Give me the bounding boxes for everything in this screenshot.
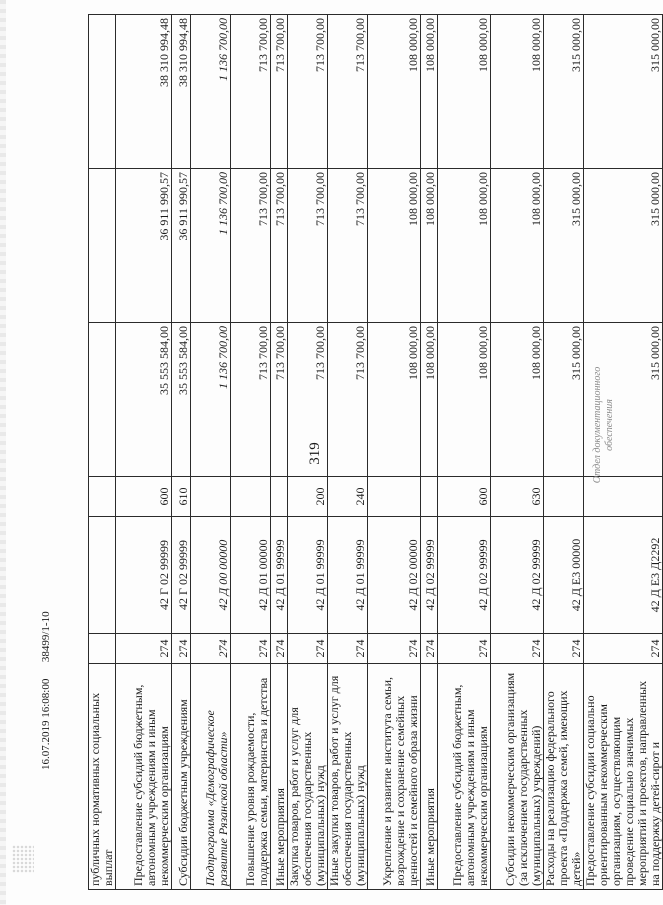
row-csr-cell bbox=[89, 517, 116, 634]
row-amount-2020-cell: 315 000,00 bbox=[584, 169, 663, 323]
row-csr-cell: 42 Д 01 99999 bbox=[288, 517, 328, 634]
row-amount-2019-cell: 713 700,00 bbox=[231, 323, 271, 477]
row-amount-2020-cell: 108 000,00 bbox=[438, 169, 491, 323]
row-csr-cell: 42 Д 02 99999 bbox=[438, 517, 491, 634]
row-amount-2021-cell: 315 000,00 bbox=[544, 15, 584, 169]
row-amount-2019-cell: 35 553 584,00 bbox=[116, 323, 172, 477]
row-vr-cell: 630 bbox=[491, 477, 544, 517]
scan-artifact bbox=[12, 845, 34, 873]
row-amount-2021-cell: 38 310 994,48 bbox=[172, 15, 191, 169]
row-csr-cell: 42 Г 02 99999 bbox=[116, 517, 172, 634]
row-grbs-cell: 274 bbox=[288, 634, 328, 664]
row-amount-2020-cell: 713 700,00 bbox=[288, 169, 328, 323]
table-row bbox=[368, 15, 421, 890]
row-amount-2019-cell: 108 000,00 bbox=[421, 323, 438, 477]
table-row bbox=[271, 15, 288, 890]
row-amount-2020-cell: 36 911 990,57 bbox=[116, 169, 172, 323]
row-csr-cell: 42 Д 01 00000 bbox=[231, 517, 271, 634]
table-row bbox=[172, 15, 191, 890]
table-row bbox=[421, 15, 438, 890]
row-csr-cell: 42 Д 01 99999 bbox=[271, 517, 288, 634]
row-csr-cell: 42 Д 02 99999 bbox=[421, 517, 438, 634]
table-row bbox=[544, 15, 584, 890]
row-amount-2021-cell: 713 700,00 bbox=[328, 15, 368, 169]
scan-edge bbox=[0, 0, 6, 905]
row-grbs-cell: 274 bbox=[172, 634, 191, 664]
row-amount-2020-cell: 713 700,00 bbox=[271, 169, 288, 323]
footer-timestamp bbox=[40, 611, 52, 770]
row-csr-cell: 42 Г 02 99999 bbox=[172, 517, 191, 634]
row-name-cell: Закупка товаров, работ и услуг для обеспечения государственных (муниципальных) нужд bbox=[288, 664, 328, 890]
row-name-cell: Иные мероприятия bbox=[271, 664, 288, 890]
row-name-cell: Предоставление субсидии социально ориентированным некоммерческим организациям, осуществляющим проведение социально значимых мероприятий и проектов, направленных на поддержку детей-сирот и bbox=[584, 664, 663, 890]
row-grbs-cell bbox=[89, 634, 116, 664]
row-csr-cell: 42 Д 02 00000 bbox=[368, 517, 421, 634]
row-amount-2019-cell: 35 553 584,00 bbox=[172, 323, 191, 477]
row-amount-2021-cell: 713 700,00 bbox=[271, 15, 288, 169]
row-vr-cell bbox=[191, 477, 231, 517]
row-grbs-cell: 274 bbox=[368, 634, 421, 664]
budget-table bbox=[88, 14, 663, 890]
row-amount-2019-cell: 713 700,00 bbox=[288, 323, 328, 477]
row-amount-2020-cell: 108 000,00 bbox=[368, 169, 421, 323]
row-amount-2021-cell bbox=[89, 15, 116, 169]
row-amount-2020-cell: 713 700,00 bbox=[231, 169, 271, 323]
row-grbs-cell: 274 bbox=[231, 634, 271, 664]
row-amount-2019-cell: 108 000,00 bbox=[368, 323, 421, 477]
footer-date-time: 16.07.2019 16:08:00 bbox=[40, 678, 52, 770]
stamp-line-1: Отдел документационного bbox=[592, 366, 603, 484]
row-vr-cell: 610 bbox=[172, 477, 191, 517]
row-vr-cell: 600 bbox=[116, 477, 172, 517]
row-name-cell: Иные закупки товаров, работ и услуг для обеспечения государственных (муниципальных) нужд bbox=[328, 664, 368, 890]
row-amount-2020-cell: 36 911 990,57 bbox=[172, 169, 191, 323]
row-name-cell: Предоставление субсидий бюджетным, автономным учреждениям и иным некоммерческим организациям bbox=[116, 664, 172, 890]
row-grbs-cell: 274 bbox=[584, 634, 663, 664]
footer-doc-id: 38499/1-10 bbox=[40, 611, 52, 663]
row-vr-cell bbox=[368, 477, 421, 517]
row-amount-2021-cell: 108 000,00 bbox=[421, 15, 438, 169]
row-amount-2019-cell: 1 136 700,00 bbox=[191, 323, 231, 477]
table-row bbox=[89, 15, 116, 890]
row-vr-cell bbox=[421, 477, 438, 517]
row-csr-cell: 42 Д Е3 Д2292 bbox=[584, 517, 663, 634]
row-csr-cell: 42 Д 01 99999 bbox=[328, 517, 368, 634]
row-name-cell: Иные мероприятия bbox=[421, 664, 438, 890]
row-name-cell: Подпрограмма «Демографическое развитие Рязанской области» bbox=[191, 664, 231, 890]
table-row bbox=[328, 15, 368, 890]
row-amount-2021-cell: 108 000,00 bbox=[438, 15, 491, 169]
row-amount-2020-cell: 1 136 700,00 bbox=[191, 169, 231, 323]
row-amount-2020-cell: 108 000,00 bbox=[421, 169, 438, 323]
row-csr-cell: 42 Д 00 00000 bbox=[191, 517, 231, 634]
row-amount-2021-cell: 713 700,00 bbox=[288, 15, 328, 169]
row-name-cell: Расходы на реализацию федерального проекта «Поддержка семей, имеющих детей» bbox=[544, 664, 584, 890]
row-vr-cell bbox=[544, 477, 584, 517]
row-amount-2019-cell: 108 000,00 bbox=[491, 323, 544, 477]
row-amount-2021-cell: 713 700,00 bbox=[231, 15, 271, 169]
row-grbs-cell: 274 bbox=[328, 634, 368, 664]
page-number: 319 bbox=[306, 442, 323, 465]
row-amount-2021-cell: 38 310 994,48 bbox=[116, 15, 172, 169]
row-grbs-cell: 274 bbox=[191, 634, 231, 664]
table-row bbox=[288, 15, 328, 890]
row-name-cell: Повышение уровня рождаемости, поддержка семьи, материнства и детства bbox=[231, 664, 271, 890]
row-amount-2019-cell: 713 700,00 bbox=[271, 323, 288, 477]
row-amount-2020-cell: 713 700,00 bbox=[328, 169, 368, 323]
row-csr-cell: 42 Д Е3 00000 bbox=[544, 517, 584, 634]
row-grbs-cell: 274 bbox=[491, 634, 544, 664]
row-amount-2020-cell bbox=[89, 169, 116, 323]
table-row bbox=[491, 15, 544, 890]
row-name-cell: Субсидии бюджетным учреждениям bbox=[172, 664, 191, 890]
row-amount-2019-cell: 315 000,00 bbox=[584, 323, 663, 477]
row-amount-2019-cell: 315 000,00 bbox=[544, 323, 584, 477]
row-vr-cell bbox=[89, 477, 116, 517]
row-amount-2021-cell: 315 000,00 bbox=[584, 15, 663, 169]
table-row bbox=[231, 15, 271, 890]
row-amount-2020-cell: 108 000,00 bbox=[491, 169, 544, 323]
row-amount-2019-cell: 108 000,00 bbox=[438, 323, 491, 477]
row-grbs-cell: 274 bbox=[116, 634, 172, 664]
row-grbs-cell: 274 bbox=[544, 634, 584, 664]
row-csr-cell: 42 Д 02 99999 bbox=[491, 517, 544, 634]
row-name-cell: публичных нормативных социальных выплат bbox=[89, 664, 116, 890]
row-vr-cell: 240 bbox=[328, 477, 368, 517]
row-vr-cell: 200 bbox=[288, 477, 328, 517]
row-vr-cell: 600 bbox=[438, 477, 491, 517]
row-amount-2019-cell bbox=[89, 323, 116, 477]
row-vr-cell bbox=[271, 477, 288, 517]
table-row bbox=[116, 15, 172, 890]
row-amount-2021-cell: 1 136 700,00 bbox=[191, 15, 231, 169]
row-amount-2021-cell: 108 000,00 bbox=[491, 15, 544, 169]
row-name-cell: Субсидии некоммерческим организациям (за исключением государственных (муниципальных) учреждений) bbox=[491, 664, 544, 890]
row-amount-2020-cell: 315 000,00 bbox=[544, 169, 584, 323]
row-vr-cell bbox=[231, 477, 271, 517]
stamp-line-2: обеспечения bbox=[604, 399, 615, 451]
department-stamp bbox=[592, 350, 616, 500]
row-name-cell: Предоставление субсидий бюджетным, автономным учреждениям и иным некоммерческим организациям bbox=[438, 664, 491, 890]
table-row bbox=[191, 15, 231, 890]
row-grbs-cell: 274 bbox=[421, 634, 438, 664]
row-grbs-cell: 274 bbox=[438, 634, 491, 664]
row-amount-2021-cell: 108 000,00 bbox=[368, 15, 421, 169]
row-name-cell: Укрепление и развитие института семьи, возрождение и сохранение семейных ценностей и семейного образа жизни bbox=[368, 664, 421, 890]
row-amount-2019-cell: 713 700,00 bbox=[328, 323, 368, 477]
row-grbs-cell: 274 bbox=[271, 634, 288, 664]
table-row bbox=[438, 15, 491, 890]
